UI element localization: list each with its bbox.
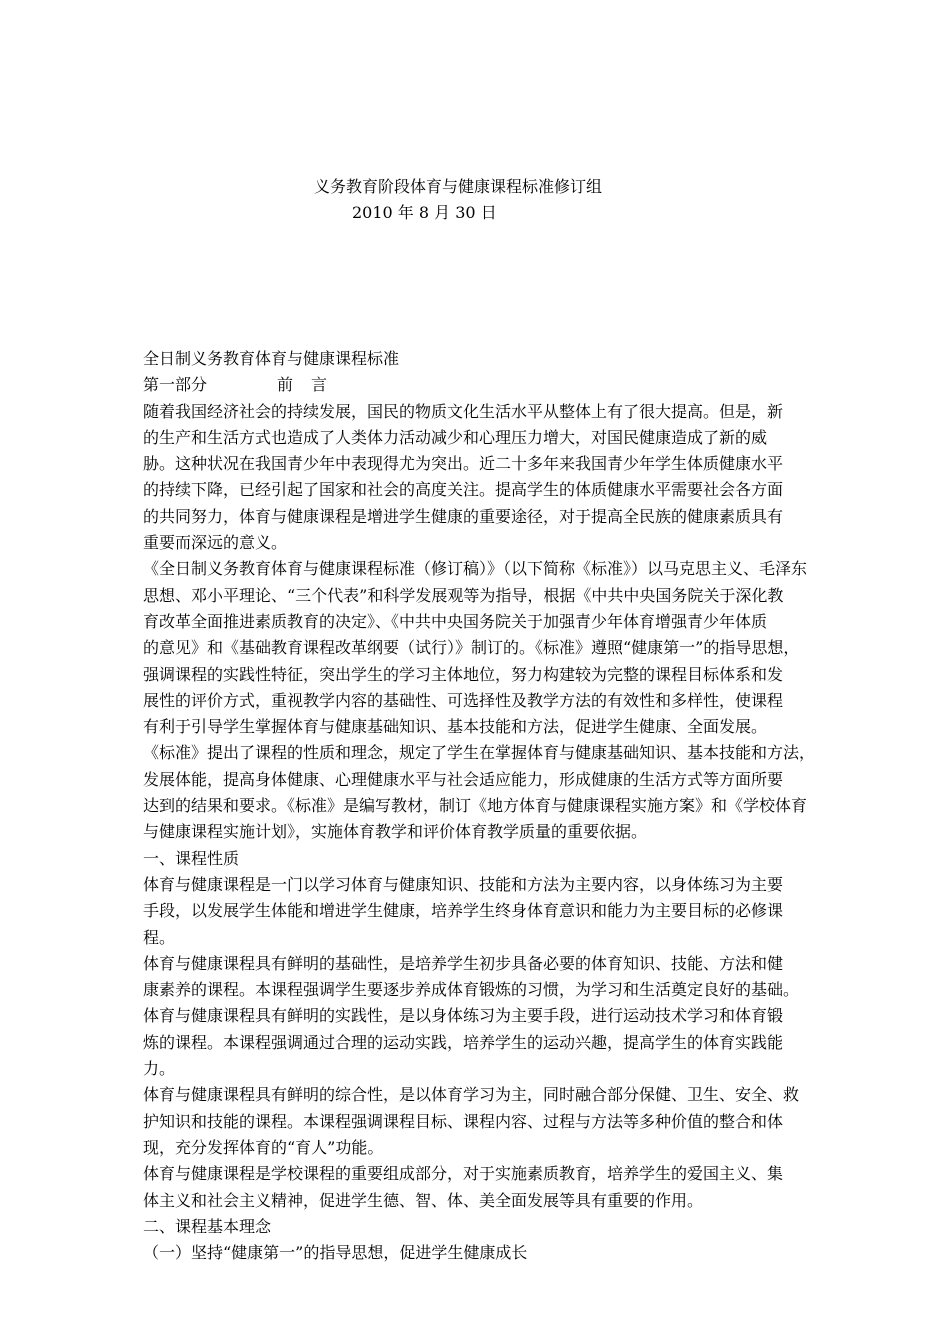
text-line: 重要而深远的意义。 [143, 533, 288, 553]
text-line: 的生产和生活方式也造成了人类体力活动减少和心理压力增大，对国民健康造成了新的威 [143, 427, 768, 447]
text-line: 展性的评价方式，重视教学内容的基础性、可选择性及教学方法的有效性和多样性，使课程 [143, 690, 784, 710]
text-line: 与健康课程实施计划》，实施体育教学和评价体育教学质量的重要依据。 [143, 822, 648, 842]
document-body [143, 346, 815, 1266]
text-line: 手段，以发展学生体能和增进学生健康，培养学生终身体育意识和能力为主要目标的必修课 [143, 901, 784, 921]
text-line: 体育与健康课程具有鲜明的实践性，是以身体练习为主要手段，进行运动技术学习和体育锻 [143, 1006, 784, 1026]
text-line: 现，充分发挥体育的“育人”功能。 [143, 1137, 384, 1157]
part-label: 第一部分 [143, 375, 208, 395]
text-line: 《标准》提出了课程的性质和理念，规定了学生在掌握体育与健康基础知识、基本技能和方法， [143, 743, 816, 763]
text-line: 发展体能，提高身体健康、心理健康水平与社会适应能力，形成健康的生活方式等方面所要 [143, 769, 784, 789]
part-heading-char: 言 [311, 375, 328, 395]
signature-date: 2010 年 8 月 30 日 [352, 203, 497, 222]
document-title: 全日制义务教育体育与健康课程标准 [143, 349, 400, 368]
signature-organization: 义务教育阶段体育与健康课程标准修订组 [314, 177, 603, 196]
section-heading: 一、课程性质 [143, 848, 240, 868]
text-line: 体育与健康课程是一门以学习体育与健康知识、技能和方法为主要内容，以身体练习为主要 [143, 874, 784, 894]
text-line: 程。 [143, 927, 176, 947]
text-line: 胁。这种状况在我国青少年中表现得尤为突出。近二十多年来我国青少年学生体质健康水平 [143, 454, 784, 474]
text-line: 的共同努力，体育与健康课程是增进学生健康的重要途径，对于提高全民族的健康素质具有 [143, 506, 784, 526]
text-line: 体育与健康课程具有鲜明的综合性，是以体育学习为主，同时融合部分保健、卫生、安全、救 [143, 1085, 800, 1105]
text-line: 《全日制义务教育体育与健康课程标准（修订稿）》（以下简称《标准》）以马克思主义、毛泽东 [143, 559, 808, 579]
part-heading-char: 前 [277, 375, 294, 395]
text-line: 体育与健康课程具有鲜明的基础性，是培养学生初步具备必要的体育知识、技能、方法和健 [143, 953, 784, 973]
text-line: 强调课程的实践性特征，突出学生的学习主体地位，努力构建较为完整的课程目标体系和发 [143, 664, 784, 684]
text-line: 育改革全面推进素质教育的决定》、《中共中央国务院关于加强青少年体育增强青少年体质 [143, 611, 768, 631]
text-line: 炼的课程。本课程强调通过合理的运动实践，培养学生的运动兴趣，提高学生的体育实践能 [143, 1032, 784, 1052]
text-line: 有利于引导学生掌握体育与健康基础知识、基本技能和方法，促进学生健康、全面发展。 [143, 717, 768, 737]
text-line: 的持续下降，已经引起了国家和社会的高度关注。提高学生的体质健康水平需要社会各方面 [143, 480, 784, 500]
part-heading [143, 372, 815, 398]
text-line: 随着我国经济社会的持续发展，国民的物质文化生活水平从整体上有了很大提高。但是，新 [143, 401, 784, 421]
text-line: 护知识和技能的课程。本课程强调课程目标、课程内容、过程与方法等多种价值的整合和体 [143, 1111, 784, 1131]
text-line: 康素养的课程。本课程强调学生要逐步养成体育锻炼的习惯，为学习和生活奠定良好的基础。 [143, 980, 800, 1000]
text-line: 力。 [143, 1059, 176, 1079]
text-line: 思想、邓小平理论、“三个代表”和科学发展观等为指导，根据《中共中央国务院关于深化教 [143, 585, 784, 605]
subsection-heading: （一）坚持“健康第一”的指导思想，促进学生健康成长 [143, 1243, 528, 1263]
text-line: 体主义和社会主义精神，促进学生德、智、体、美全面发展等具有重要的作用。 [143, 1190, 704, 1210]
text-line: 的意见》和《基础教育课程改革纲要（试行）》制订的。《标准》遵照“健康第一”的指导思想， [143, 638, 800, 658]
section-heading: 二、课程基本理念 [143, 1216, 272, 1236]
text-line: 达到的结果和要求。《标准》是编写教材，制订《地方体育与健康课程实施方案》和《学校体育 [143, 796, 808, 816]
text-line: 体育与健康课程是学校课程的重要组成部分，对于实施素质教育，培养学生的爱国主义、集 [143, 1164, 784, 1184]
